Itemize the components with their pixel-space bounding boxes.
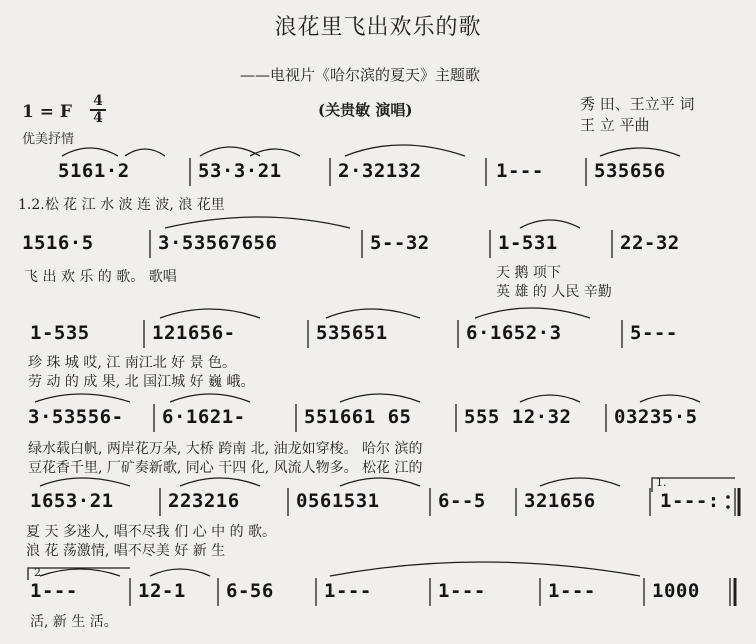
expression-marking: 优美抒情 <box>22 132 75 147</box>
measure: 1--- <box>30 580 78 602</box>
measure: 22-32 <box>620 232 680 254</box>
measure: 1--- <box>496 160 544 182</box>
measure: 6--5 <box>438 490 486 512</box>
lyric-verse-1: 天 鹅 项下 <box>496 265 561 281</box>
measure: 5--- <box>630 322 678 344</box>
measure: 3·53567656 <box>158 232 278 254</box>
tie <box>330 562 640 576</box>
song-subtitle: ——电视片《哈尔滨的夏天》主题歌 <box>240 66 481 84</box>
slur <box>35 394 130 402</box>
time-signature-top: 4 <box>93 93 103 109</box>
measure: 12-1 <box>138 580 186 602</box>
lyric-verse-2: 英 雄 的 人民 辛勤 <box>496 284 612 300</box>
volta-1-bracket <box>652 478 735 492</box>
slur <box>160 309 260 318</box>
slur <box>40 569 120 576</box>
measure: 1--- <box>438 580 486 602</box>
measure: 555 12·32 <box>464 406 572 428</box>
lyric-line: 绿水载白帆, 两岸花万朵, 大桥 跨南 北, 油龙如穿梭。 哈尔 滨的 <box>28 441 423 457</box>
slur <box>150 569 210 576</box>
slur <box>340 394 420 402</box>
lyric-line: 浪 花 荡激情, 唱不尽美 好 新 生 <box>26 543 226 559</box>
repeat-dot <box>726 495 730 499</box>
measure: 321656 <box>524 490 596 512</box>
measure: 03235·5 <box>614 406 698 428</box>
measure: 1--- <box>324 580 372 602</box>
measure: 5161·2 <box>58 160 130 182</box>
slur <box>600 148 680 156</box>
slur <box>170 394 250 402</box>
slur <box>475 308 590 318</box>
measure: 6·1621- <box>162 406 246 428</box>
slur <box>520 395 580 402</box>
measure: 1000 <box>652 580 700 602</box>
lyric-line: 活, 新 生 活。 <box>30 614 118 630</box>
slur <box>340 478 420 486</box>
measure: 535656 <box>594 160 666 182</box>
volta-1-label: 1. <box>656 476 667 489</box>
composer-credit: 王 立 平曲 <box>580 116 650 134</box>
slur <box>326 309 420 318</box>
lyricist-credit: 秀 田、王立平 词 <box>580 95 695 113</box>
slur <box>62 148 118 156</box>
measure: 6-56 <box>226 580 274 602</box>
lyric-line: 珍 珠 城 哎, 江 南江北 好 景 色。 <box>28 355 237 371</box>
measure: 1653·21 <box>30 490 114 512</box>
measure: 5--32 <box>370 232 430 254</box>
lyric-line: 劳 动 的 成 果, 北 国江城 好 巍 峨。 <box>28 374 255 390</box>
measure: 551661 65 <box>304 406 412 428</box>
slur <box>200 147 260 156</box>
measure: 6·1652·3 <box>466 322 562 344</box>
measure: 535651 <box>316 322 388 344</box>
time-signature-bottom: 4 <box>90 109 106 126</box>
measure: 1---: <box>660 490 720 512</box>
measure: 121656- <box>152 322 236 344</box>
measure: 1-531 <box>498 232 558 254</box>
slur <box>40 478 130 486</box>
slur <box>540 478 620 486</box>
measure: 2·32132 <box>338 160 422 182</box>
volta-2-label: 2. <box>34 566 45 579</box>
measure: 53·3·21 <box>198 160 282 182</box>
slur <box>640 395 700 402</box>
repeat-dot <box>726 505 730 509</box>
slur <box>520 220 580 228</box>
measure: 223216 <box>168 490 240 512</box>
slur <box>345 145 465 156</box>
performer-credit: (关贵敏 演唱) <box>318 101 413 119</box>
measure: 1-535 <box>30 322 90 344</box>
lyric-line: 飞 出 欢 乐 的 歌。 歌唱 <box>24 269 177 285</box>
measure: 0561531 <box>296 490 380 512</box>
slur <box>125 149 165 156</box>
measure: 1516·5 <box>22 232 94 254</box>
lyric-line: 豆花香千里, 厂矿奏新歌, 同心 干四 化, 风流人物多。 松花 江的 <box>28 460 423 476</box>
slur <box>180 478 260 486</box>
slur <box>165 217 350 228</box>
lyric-line: 夏 天 多迷人, 唱不尽我 们 心 中 的 歌。 <box>26 524 277 540</box>
lyric-line: 1.2.松 花 江 水 波 连 波, 浪 花里 <box>18 197 225 213</box>
key-signature: 1 = F <box>22 102 72 122</box>
song-title: 浪花里飞出欢乐的歌 <box>274 15 482 40</box>
measure: 1--- <box>548 580 596 602</box>
measure: 3·53556- <box>28 406 124 428</box>
